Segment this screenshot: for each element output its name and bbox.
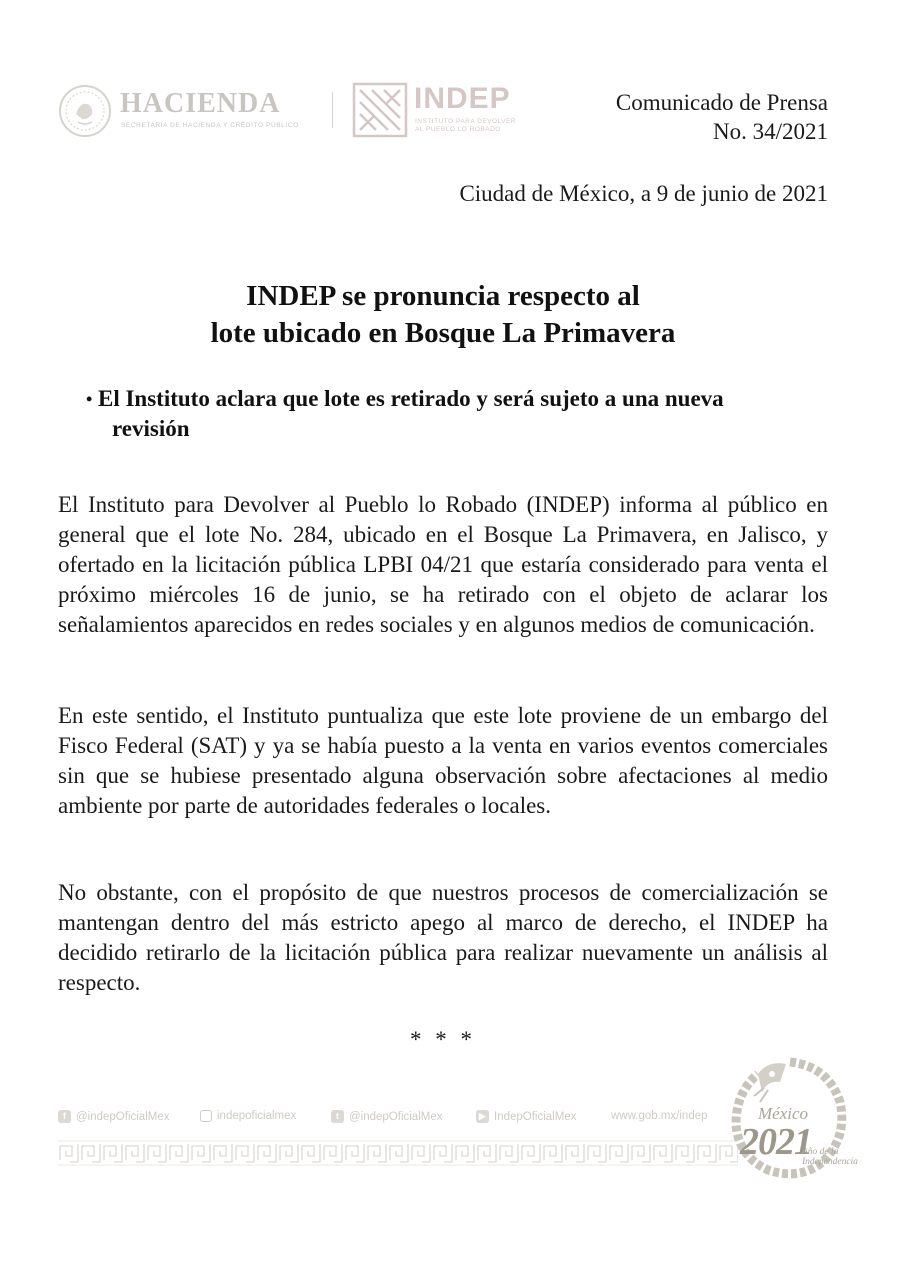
- youtube-icon: ▶: [476, 1110, 489, 1123]
- footer-social-bar: [58, 1110, 738, 1128]
- hacienda-wordmark: HACIENDA: [120, 88, 281, 119]
- end-separator: * * *: [410, 1027, 476, 1052]
- body-paragraph-3: No obstante, con el propósito de que nuestros procesos de comercialización se mantengan dentro del más estricto apego al marco de derecho, el INDEP ha decidido retirarlo de la licitación pública para realizar nuevamente un análisis al respecto.: [58, 880, 828, 995]
- footer-instagram[interactable]: [200, 1110, 296, 1122]
- press-release-label: Comunicado de Prensa: [615, 90, 828, 115]
- title-line-2: lote ubicado en Bosque La Primavera: [210, 317, 676, 349]
- indep-logo: [352, 80, 532, 142]
- seal-subtitle: [802, 1147, 858, 1167]
- indep-mark-icon: [352, 82, 408, 138]
- national-seal-icon: [58, 84, 112, 138]
- seal-subtitle-line2: Independencia: [802, 1157, 858, 1167]
- footer-facebook[interactable]: [58, 1110, 170, 1123]
- bullet-line-2: revisión: [112, 416, 190, 441]
- footer-twitter[interactable]: [331, 1110, 443, 1123]
- date-line: Ciudad de México, a 9 de junio de 2021: [459, 181, 828, 206]
- bullet-marker: •: [86, 389, 93, 409]
- body-paragraph-1: El Instituto para Devolver al Pueblo lo Robado (INDEP) informa al público en general que el lote No. 284, ubicado en el Bosque La Primavera, en Jalisco, y ofertado en la licitación pública LPBI 04/21 que estaría considerado para venta el próximo miércoles 16 de junio, se ha retirado con el objeto de aclarar los señalamientos aparecidos en redes sociales y en algunos medios de comunicación.: [58, 492, 828, 637]
- bullet-line-1: El Instituto aclara que lote es retirado y será sujeto a una nueva: [98, 386, 724, 411]
- facebook-handle: @indepOficialMex: [76, 1110, 170, 1123]
- seal-country: México: [758, 1104, 809, 1123]
- hacienda-subtitle: SECRETARÍA DE HACIENDA Y CRÉDITO PÚBLICO: [121, 122, 299, 129]
- indep-subtitle-line1: INSTITUTO PARA DEVOLVER: [415, 118, 517, 125]
- website-link: www.gob.mx/indep: [611, 1110, 708, 1122]
- footer-youtube[interactable]: [476, 1110, 576, 1123]
- seal-subtitle-line1: Año de la: [802, 1147, 839, 1157]
- summary-bullet: [86, 384, 826, 444]
- instagram-icon: [200, 1110, 212, 1122]
- indep-subtitle-line2: AL PUEBLO LO ROBADO: [415, 126, 501, 133]
- footer-website[interactable]: [611, 1110, 708, 1122]
- mexico-2021-seal: [728, 1052, 858, 1180]
- footer-greca-pattern: [58, 1140, 738, 1166]
- body-paragraph-2: En este sentido, el Instituto puntualiza que este lote proviene de un embargo del Fisco Federal (SAT) y ya se había puesto a la venta en varios eventos comerciales sin que se hubiese presentado alguna observación sobre afectaciones al medio ambiente por parte de autoridades federales o locales.: [58, 703, 828, 818]
- indep-subtitle: [415, 118, 516, 134]
- instagram-handle: indepoficialmex: [217, 1110, 297, 1122]
- page-title: [0, 278, 886, 352]
- facebook-icon: f: [58, 1110, 71, 1123]
- logo-divider: [332, 92, 333, 128]
- indep-wordmark: INDEP: [414, 82, 511, 115]
- youtube-handle: IndepOficialMex: [494, 1110, 577, 1123]
- twitter-handle: @indepOficialMex: [349, 1110, 443, 1123]
- hacienda-logo: [58, 82, 308, 142]
- press-release-number: No. 34/2021: [713, 119, 828, 144]
- press-release-id: [616, 88, 828, 146]
- bullet-text: [86, 384, 826, 444]
- seal-year: 2021: [740, 1121, 812, 1163]
- title-line-1: INDEP se pronuncia respecto al: [246, 280, 640, 312]
- twitter-icon: t: [331, 1110, 344, 1123]
